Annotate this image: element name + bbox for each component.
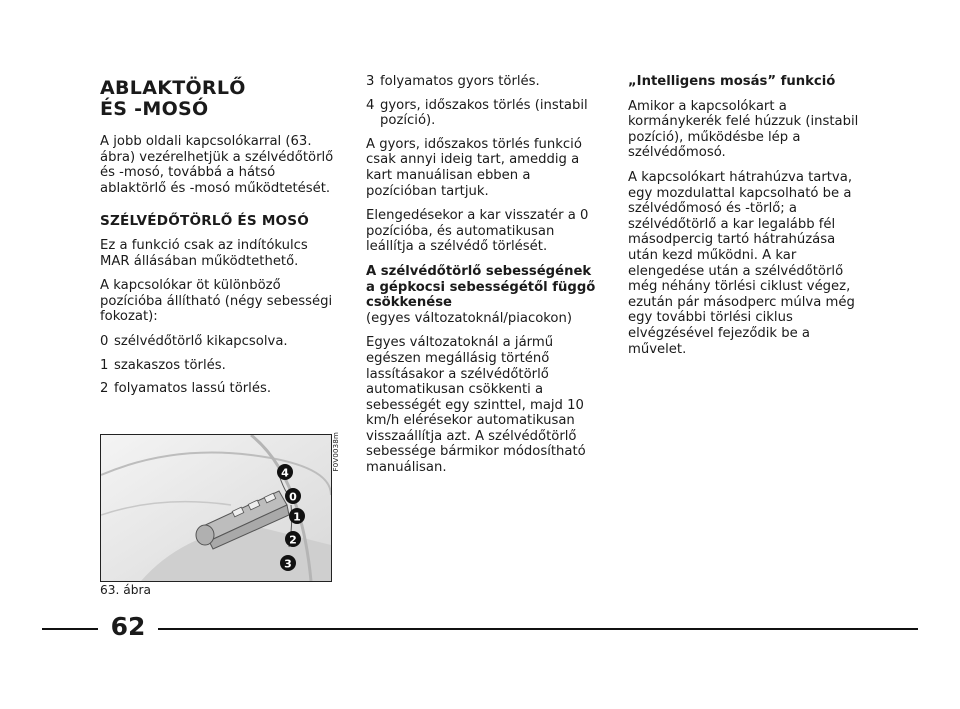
paragraph-smart-wash-1: Amikor a kapcsolókart a kormánykerék felé húzzuk (instabil pozíció), működésbe lép a szélvédőmosó. bbox=[628, 98, 859, 161]
position-label-4 bbox=[277, 464, 293, 480]
middle-column bbox=[366, 74, 598, 485]
position-2-text: 2 bbox=[289, 533, 297, 547]
list-item-number: 3 bbox=[366, 74, 375, 89]
list-item-text: folyamatos lassú törlés. bbox=[114, 381, 272, 397]
page-number: 62 bbox=[110, 612, 146, 641]
figure-caption: 63. ábra bbox=[100, 583, 151, 597]
paragraph-smart-wash-2: A kapcsolókart hátrahúzva tartva, egy mozdulattal kapcsolható be a szélvédőmosó és -törlő; a szélvédőtörlő a kar legalább fél másodpercig tartó hátrahúzása után kezd működni. A kar elengedése után a szélvédőtörlő még néhány törlési ciklust végez, ezután pár másodperc múlva még egy további törlési ciklus elvégzésével fejeződik be a művelet. bbox=[628, 169, 855, 357]
position-label-1 bbox=[289, 508, 305, 524]
page-title bbox=[100, 78, 336, 120]
position-4-text: 4 bbox=[281, 466, 289, 480]
list-item-number: 2 bbox=[100, 381, 109, 397]
list-item bbox=[100, 334, 336, 350]
paragraph-speed-reduction: Egyes változatoknál a jármű egészen megállásig történő lassításakor a szélvédőtörlő automatikusan csökkenti a sebességét egy szinttel, majd 10 km/h elérésekor automatikusan visszaállítja azt. A szélvédőtörlő sebessége bármikor módosítható manuálisan. bbox=[366, 335, 586, 476]
paragraph-release: Elengedésekor a kar visszatér a 0 pozícióba, és automatikusan leállítja a szélvédő törlését. bbox=[366, 208, 589, 255]
list-item-text: szakaszos törlés. bbox=[114, 357, 226, 373]
list-item bbox=[100, 381, 336, 397]
position-0-text: 0 bbox=[289, 490, 297, 504]
footer-rule-right bbox=[158, 628, 918, 630]
list-item-number: 4 bbox=[366, 97, 375, 113]
position-label-2 bbox=[285, 531, 301, 547]
position-label-3 bbox=[280, 555, 296, 571]
wiper-stalk-illustration bbox=[101, 435, 331, 581]
section-heading-windscreen: SZÉLVÉDŐTÖRLŐ ÉS MOSÓ bbox=[100, 213, 310, 230]
position-1-text: 1 bbox=[293, 510, 301, 524]
paragraph-intermittent: A gyors, időszakos törlés funkció csak annyi ideig tart, ameddig a kart manuálisan ebben a pozícióban tartjuk. bbox=[366, 136, 582, 199]
list-item-number: 0 bbox=[100, 333, 109, 349]
position-label-0 bbox=[285, 488, 301, 504]
list-item bbox=[366, 74, 598, 90]
list-item-text: folyamatos gyors törlés. bbox=[380, 74, 540, 89]
footer-rule-left bbox=[42, 628, 98, 630]
list-item bbox=[100, 358, 336, 374]
right-column bbox=[628, 74, 860, 366]
paragraph-positions: A kapcsolókar öt különböző pozícióba állítható (négy sebességi fokozat): bbox=[100, 278, 333, 325]
list-item-text: szélvédőtörlő kikapcsolva. bbox=[114, 333, 288, 349]
list-item-text: gyors, időszakos törlés (instabil pozíció). bbox=[380, 97, 588, 129]
list-item bbox=[366, 98, 598, 129]
left-column bbox=[100, 74, 336, 405]
section-heading-smart-wash: „Intelligens mosás” funkció bbox=[628, 74, 836, 89]
wiper-stalk-figure bbox=[100, 434, 332, 582]
position-3-text: 3 bbox=[284, 557, 292, 571]
list-item-number: 1 bbox=[100, 357, 109, 373]
paragraph-mar: Ez a funkció csak az indítókulcs MAR állásában működtethető. bbox=[100, 237, 308, 269]
section-subheading: (egyes változatoknál/piacokon) bbox=[366, 310, 572, 326]
page-title-line-1: ABLAKTÖRLŐ bbox=[100, 77, 246, 99]
intro-paragraph: A jobb oldali kapcsolókarral (63. ábra) vezérelhetjük a szélvédőtörlő és -mosó, továbbá a hátsó ablaktörlő és -mosó működtetését. bbox=[100, 134, 334, 196]
figure-code: F0V0038m bbox=[332, 432, 340, 472]
page-title-line-2: ÉS -MOSÓ bbox=[100, 98, 209, 120]
section-heading-speed-reduction: A szélvédőtörlő sebességének a gépkocsi sebességétől függő csökkenése bbox=[366, 263, 596, 311]
